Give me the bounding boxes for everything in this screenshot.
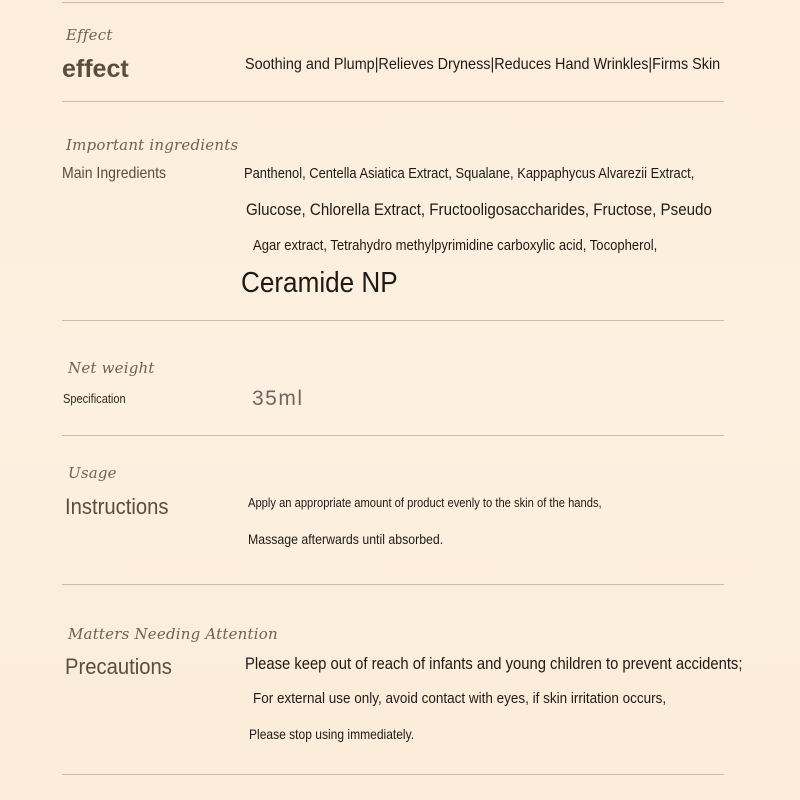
attention-line-3: Please stop using immediately. xyxy=(249,726,415,742)
divider-3 xyxy=(62,435,724,436)
usage-italic-label: Usage xyxy=(68,464,117,482)
ingredients-line-1: Panthenol, Centella Asiatica Extract, Squalane, Kappaphycus Alvarezii Extract, xyxy=(244,165,695,182)
attention-line-1: Please keep out of reach of infants and young children to prevent accidents; xyxy=(245,654,743,673)
usage-line-2: Massage afterwards until absorbed. xyxy=(248,531,444,547)
usage-line-1: Apply an appropriate amount of product evenly to the skin of the hands, xyxy=(248,495,602,510)
net-weight-italic-label: Net weight xyxy=(68,359,155,377)
effect-italic-label: Effect xyxy=(66,26,113,44)
divider-1 xyxy=(62,101,724,102)
divider-4 xyxy=(62,584,724,585)
divider-2 xyxy=(62,320,724,321)
instructions-label: Instructions xyxy=(65,494,169,519)
ingredients-line-4: Ceramide NP xyxy=(241,267,398,299)
ingredients-label: Main Ingredients xyxy=(62,165,167,182)
divider-top xyxy=(62,2,724,3)
precautions-label: Precautions xyxy=(65,654,172,679)
ingredients-line-3: Agar extract, Tetrahydro methylpyrimidine carboxylic acid, Tocopherol, xyxy=(253,237,658,254)
ingredients-italic-label: Important ingredients xyxy=(66,136,239,154)
ingredients-line-2: Glucose, Chlorella Extract, Fructooligosaccharides, Fructose, Pseudo xyxy=(246,200,712,219)
net-weight-value: 35ml xyxy=(252,387,304,410)
divider-5 xyxy=(62,774,724,775)
effect-label: effect xyxy=(62,55,129,83)
attention-line-2: For external use only, avoid contact with eyes, if skin irritation occurs, xyxy=(253,690,667,707)
attention-italic-label: Matters Needing Attention xyxy=(68,625,278,643)
effect-text: Soothing and Plump|Relieves Dryness|Reduces Hand Wrinkles|Firms Skin xyxy=(245,56,721,73)
specification-label: Specification xyxy=(63,391,126,406)
